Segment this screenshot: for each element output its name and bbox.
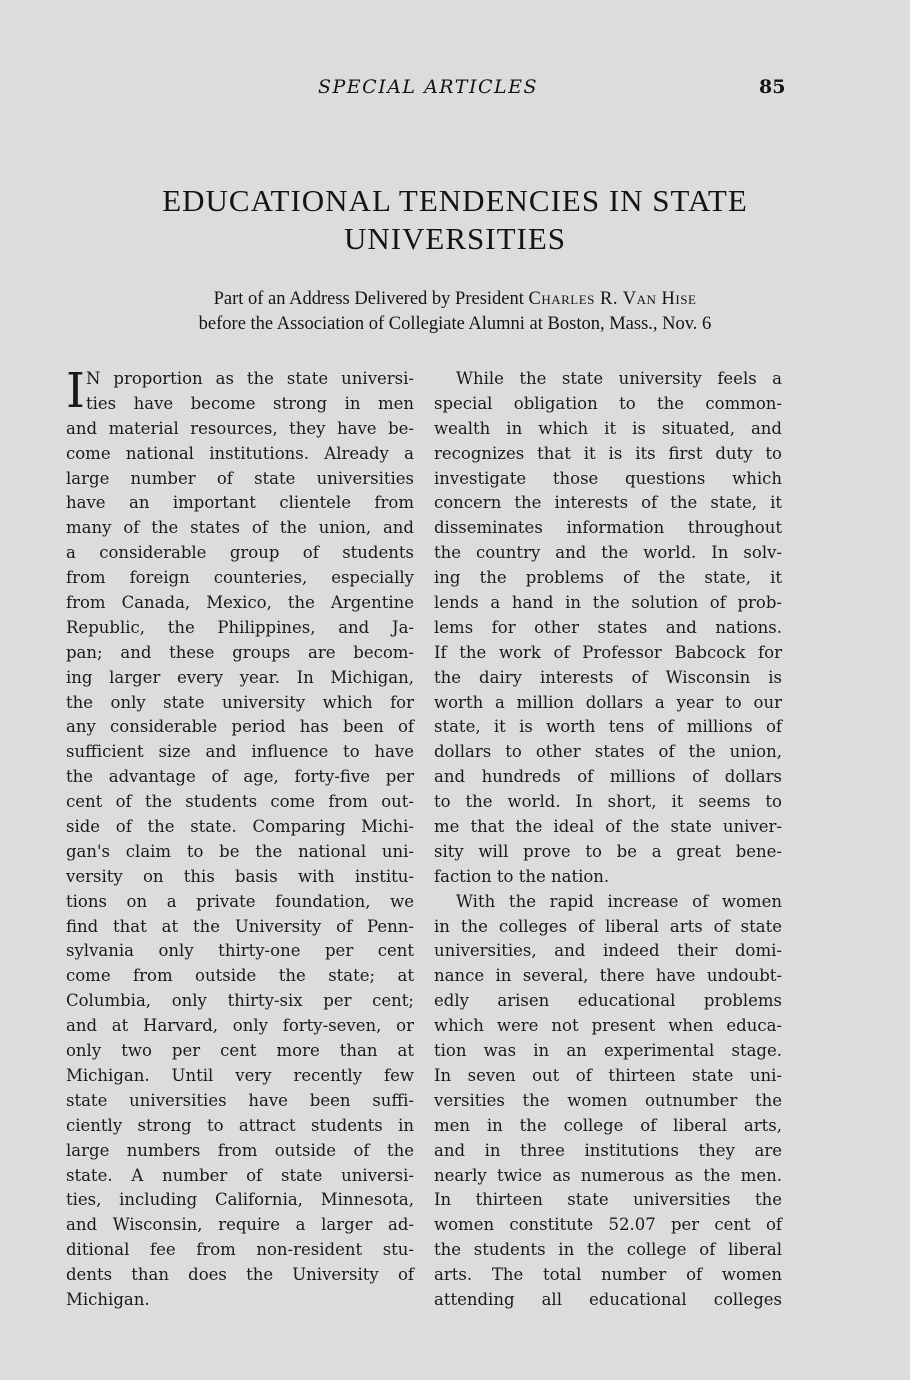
text-line: faction to the nation.: [434, 866, 610, 886]
text-line: men in the college of liberal arts,: [434, 1115, 782, 1135]
text-line: ciently strong to attract students in: [66, 1115, 414, 1135]
text-line: recognizes that it is its first duty to: [434, 443, 782, 463]
text-line: ditional fee from non-resident stu-: [66, 1240, 414, 1260]
text-line: and hundreds of millions of dollars: [434, 767, 782, 787]
text-line: ties have become strong in men: [86, 393, 414, 413]
right-column: [434, 367, 782, 1313]
text-line: state, it is worth tens of millions of: [434, 717, 782, 737]
text-line: dents than does the University of: [66, 1265, 414, 1285]
text-line: Michigan. Until very recently few: [66, 1065, 414, 1085]
text-line: many of the states of the union, and: [66, 518, 414, 538]
text-line: and at Harvard, only forty-seven, or: [66, 1016, 414, 1036]
title-line-2: UNIVERSITIES: [343, 221, 567, 256]
text-line: large numbers from outside of the: [66, 1140, 414, 1160]
text-line: in the colleges of liberal arts of state: [434, 916, 782, 936]
text-line: nance in several, there have undoubt-: [434, 966, 782, 986]
text-line: from Canada, Mexico, the Argentine: [66, 593, 414, 613]
text-line: come from outside the state; at: [66, 966, 414, 986]
text-line: which were not present when educa-: [434, 1016, 782, 1036]
text-line: a considerable group of students: [66, 543, 414, 563]
byline-author: Charles R. Van Hise: [528, 289, 697, 309]
text-line: state. A number of state universi-: [66, 1165, 414, 1185]
text-line: have an important clientele from: [66, 493, 414, 513]
text-line: universities, and indeed their domi-: [434, 941, 782, 961]
text-line: women constitute 52.07 per cent of: [434, 1215, 782, 1235]
text-line: only two per cent more than at: [66, 1041, 414, 1061]
text-line: side of the state. Comparing Michi-: [66, 817, 414, 837]
text-line: and in three institutions they are: [434, 1140, 782, 1160]
running-head: [0, 76, 910, 102]
text-line: tions on a private foundation, we: [66, 891, 414, 911]
text-line: sufficient size and influence to have: [66, 742, 414, 762]
byline-venue: before the Association of Collegiate Alumni at Boston, Mass., Nov. 6: [198, 314, 712, 334]
byline-prefix: Part of an Address Delivered by President: [213, 289, 529, 309]
text-line: lends a hand in the solution of prob-: [434, 593, 782, 613]
text-line: ing larger every year. In Michigan,: [66, 667, 414, 687]
text-line: edly arisen educational problems: [434, 991, 782, 1011]
text-line: the advantage of age, forty-five per: [66, 767, 414, 787]
text-line: Columbia, only thirty-six per cent;: [66, 991, 414, 1011]
text-line: large number of state universities: [66, 468, 414, 488]
text-line: ing the problems of the state, it: [434, 568, 782, 588]
text-line: With the rapid increase of women: [456, 891, 782, 911]
page-number: 85: [759, 76, 786, 98]
left-column: [66, 363, 414, 1313]
text-line: the only state university which for: [66, 692, 414, 712]
text-line: While the state university feels a: [456, 369, 782, 388]
text-line: come national institutions. Already a: [66, 443, 414, 463]
text-line: disseminates information throughout: [434, 518, 782, 538]
text-line: me that the ideal of the state univer-: [434, 817, 782, 837]
text-line: to the world. In short, it seems to: [434, 792, 782, 812]
text-line: and material resources, they have be-: [66, 418, 414, 438]
text-line: lems for other states and nations.: [434, 617, 782, 637]
text-line: the students in the college of liberal: [434, 1240, 782, 1260]
text-line: sylvania only thirty-one per cent: [66, 941, 414, 961]
text-line: attending all educational colleges: [434, 1289, 782, 1309]
text-line: cent of the students come from out-: [66, 792, 414, 812]
text-line: In seven out of thirteen state uni-: [434, 1065, 782, 1085]
text-line: dollars to other states of the union,: [434, 742, 782, 762]
text-line: N proportion as the state universi-: [86, 369, 414, 388]
text-line: If the work of Professor Babcock for: [434, 642, 782, 662]
text-line: versity on this basis with institu-: [66, 866, 414, 886]
text-line: any considerable period has been of: [66, 717, 414, 737]
text-line: gan's claim to be the national uni-: [66, 841, 414, 861]
section-title: SPECIAL ARTICLES: [318, 76, 539, 98]
text-line: wealth in which it is situated, and: [434, 418, 782, 438]
text-line: Republic, the Philippines, and Ja-: [66, 617, 414, 637]
text-line: the country and the world. In solv-: [434, 543, 782, 563]
article-title: [90, 182, 820, 258]
byline: [90, 287, 820, 337]
text-line: In thirteen state universities the: [434, 1190, 782, 1210]
text-line: from foreign counteries, especially: [66, 568, 414, 588]
text-line: find that at the University of Penn-: [66, 916, 414, 936]
text-line: pan; and these groups are becom-: [66, 642, 414, 662]
text-line: ties, including California, Minnesota,: [66, 1190, 414, 1210]
text-line: Michigan.: [66, 1289, 150, 1309]
text-line: state universities have been suffi-: [66, 1090, 414, 1110]
text-line: versities the women outnumber the: [434, 1090, 782, 1110]
text-line: worth a million dollars a year to our: [434, 692, 782, 712]
text-line: investigate those questions which: [434, 468, 782, 488]
text-line: nearly twice as numerous as the men.: [434, 1165, 782, 1185]
text-line: and Wisconsin, require a larger ad-: [66, 1215, 414, 1235]
text-line: tion was in an experimental stage.: [434, 1041, 782, 1061]
title-line-1: EDUCATIONAL TENDENCIES IN STATE: [162, 183, 748, 218]
drop-cap: I: [66, 363, 85, 419]
text-line: the dairy interests of Wisconsin is: [434, 667, 782, 687]
text-line: sity will prove to be a great bene-: [434, 841, 782, 861]
text-line: arts. The total number of women: [434, 1265, 782, 1285]
text-line: concern the interests of the state, it: [434, 493, 782, 513]
text-line: special obligation to the common-: [434, 393, 782, 413]
